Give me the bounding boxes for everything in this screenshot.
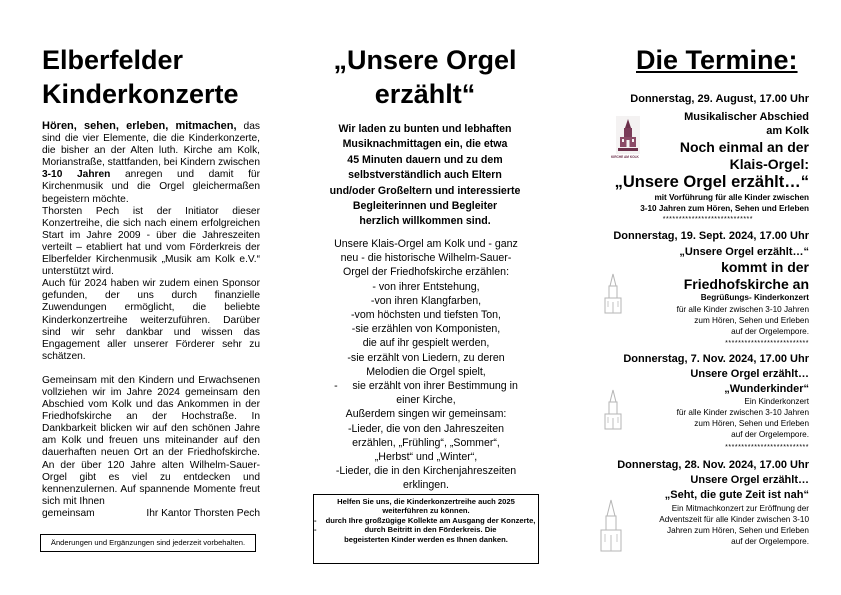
church-kolk-image (616, 116, 640, 154)
event-2-date: Donnerstag, 19. Sept. 2024, 17.00 Uhr (613, 230, 809, 242)
event-2-title: „Unsere Orgel erzählt…“ (679, 246, 809, 258)
intro-paragraph-2: Thorsten Pech ist der Initiator dieser Konzertreihe, die sich nach einem erfolgreichen Start im Jahre 2009 - über die Jahreszeiten verteilt – etabliert hat und vom Förderkreis der Elberfelder Kirchenmusik „Musik am Kolk e.V.“ unterstützt wird. (42, 205, 260, 278)
signature: gemeinsam Ihr Kantor Thorsten Pech (42, 507, 260, 519)
event-3-separator: ************************** (725, 444, 809, 451)
disclaimer-box: Änderungen und Ergänzungen sind jederzeit vorbehalten. (40, 534, 256, 552)
event-1-desc-2: 3-10 Jahren zum Hören, Sehen und Erleben (640, 204, 809, 213)
event-3-line1: Unsere Orgel erzählt… (690, 368, 809, 380)
middle-heading-line2: erzählt“ (374, 79, 476, 109)
event-2-line2: Friedhofskirche an (683, 276, 809, 292)
event-4-desc-3: Jahren zum Hören, Sehen und Erleben (666, 526, 809, 535)
left-heading-line1: Elberfelder (42, 45, 184, 75)
dates-heading: Die Termine: (636, 45, 798, 75)
event-3-desc-2: für alle Kinder zwischen 3-10 Jahren (676, 408, 809, 417)
event-1-separator: **************************** (662, 216, 753, 223)
friedhofskirche-image-3 (598, 498, 624, 554)
event-2-desc-3: auf der Orgelempore. (731, 327, 809, 336)
intro-paragraph-1: Hören, sehen, erleben, mitmachen, das sind die vier Elemente, die die Kinderkonzerte, die bisher an der Alten luth. Kirche am Kolk, Morianstraße, stattfanden, bei Kindern zwischen 3-10 Jahren anregen und damit für Kirchenmusik und die Orgel gleichermaßen begeistern möchte. (42, 120, 261, 205)
event-2-separator: ************************** (725, 340, 809, 347)
event-1-date: Donnerstag, 29. August, 17.00 Uhr (630, 93, 809, 105)
middle-heading-line1: „Unsere Orgel (333, 45, 517, 75)
event-4-date: Donnerstag, 28. Nov. 2024, 17.00 Uhr (617, 459, 809, 471)
event-4-title: „Seht, die gute Zeit ist nah“ (664, 489, 809, 501)
church-kolk-caption: KIRCHE AM KOLK (611, 155, 639, 159)
intro-text (42, 120, 260, 520)
intro-paragraph-3: Auch für 2024 haben wir zudem einen Sponsor gefunden, der uns durch finanzielle Zuwendungen ermöglicht, die beliebte Kinderkonzertreihe weiterzuführen. Darüber sind wir sehr dankbar und wissen das Engagement aller unserer Förderer sehr zu schätzen. (42, 278, 260, 362)
event-3-date: Donnerstag, 7. Nov. 2024, 17.00 Uhr (623, 353, 809, 365)
event-1-line1: Noch einmal an der (679, 139, 809, 155)
event-1-line2: Klais-Orgel: (729, 156, 809, 172)
event-4-desc-4: auf der Orgelempore. (731, 537, 809, 546)
event-1-location: am Kolk (766, 125, 809, 137)
event-1-subtitle: Musikalischer Abschied (684, 111, 809, 123)
event-2-desc-1: für alle Kinder zwischen 3-10 Jahren (676, 305, 809, 314)
intro-lead: Hören, sehen, erleben, mitmachen, (42, 120, 237, 132)
event-4-desc-1: Ein Mitmachkonzert zur Eröffnung der (671, 504, 809, 513)
intro-paragraph-4: Gemeinsam mit den Kindern und Erwachsenen vollziehen wir im Jahre 2024 gemeinsam den Abschied vom Kolk und das Ankommen in der Friedhofskirche an der Hochstraße. In Dankbarkeit blicken wir auf den schönen Jahre am Kolk und freuen uns miteinander auf den dauerhaften neuen Ort an der Friedhofskirche. An der über 120 Jahre alten Wilhelm-Sauer-Orgel gibt es viel zu entdecken und kennenzulernen. Auf spannende Momente freut sich mit Ihnen (42, 374, 260, 507)
friedhofskirche-image-2 (602, 388, 624, 432)
event-4-line1: Unsere Orgel erzählt… (690, 474, 809, 486)
event-3-desc-4: auf der Orgelempore. (731, 430, 809, 439)
friedhofskirche-image-1 (602, 272, 624, 316)
event-2-subtitle: Begrüßungs- Kinderkonzert (700, 293, 809, 302)
program-list: Unsere Klais-Orgel am Kolk und - ganz neu - die historische Wilhelm-Sauer- Orgel der Friedhofskirche erzählen: - von ihrer Entstehung, -von ihren Klangfarben, -vom höchsten und tiefsten Ton, -sie erzählen von Komponisten, die auf ihr gespielt werden, -sie erzählt von Liedern, zu deren Melodien die Orgel spielt, - sie erzählt von ihrer Bestimmung in einer Kirche, Außerdem singen wir gemeinsam: -Lieder, die von den Jahreszeiten erzählen, „Frühling“, „Sommer“, „Herbst“ und „Winter“, -Lieder, die in den Kirchenjahreszeiten erklingen. (334, 238, 518, 492)
event-3-title: „Wunderkinder“ (724, 383, 809, 395)
left-heading-line2: Kinderkonzerte (42, 79, 239, 109)
event-1-title: „Unsere Orgel erzählt…“ (614, 173, 809, 191)
event-1-desc-1: mit Vorführung für alle Kinder zwischen (654, 193, 809, 202)
event-3-desc-1: Ein Kinderkonzert (744, 397, 809, 406)
support-box: Helfen Sie uns, die Kinderkonzertreihe auch 2025 weiterführen zu können. - durch Ihre großzügige Kollekte am Ausgang der Konzerte, - durch Beitritt in den Förderkreis. Die begeisterten Kinder werden es Ihnen danken. (313, 494, 539, 564)
event-2-line1: kommt in der (721, 259, 809, 275)
invitation-text: Wir laden zu bunten und lebhaften Musiknachmittagen ein, die etwa 45 Minuten dauern und zu dem selbstverständlich auch Eltern und/oder Großeltern und interessierte Begleiterinnen und Begleiter herzlich willkommen sind. (329, 123, 521, 228)
event-2-desc-2: zum Hören, Sehen und Erleben (694, 316, 809, 325)
event-3-desc-3: zum Hören, Sehen und Erleben (694, 419, 809, 428)
event-4-desc-2: Adventszeit für alle Kinder zwischen 3-10 (659, 515, 809, 524)
